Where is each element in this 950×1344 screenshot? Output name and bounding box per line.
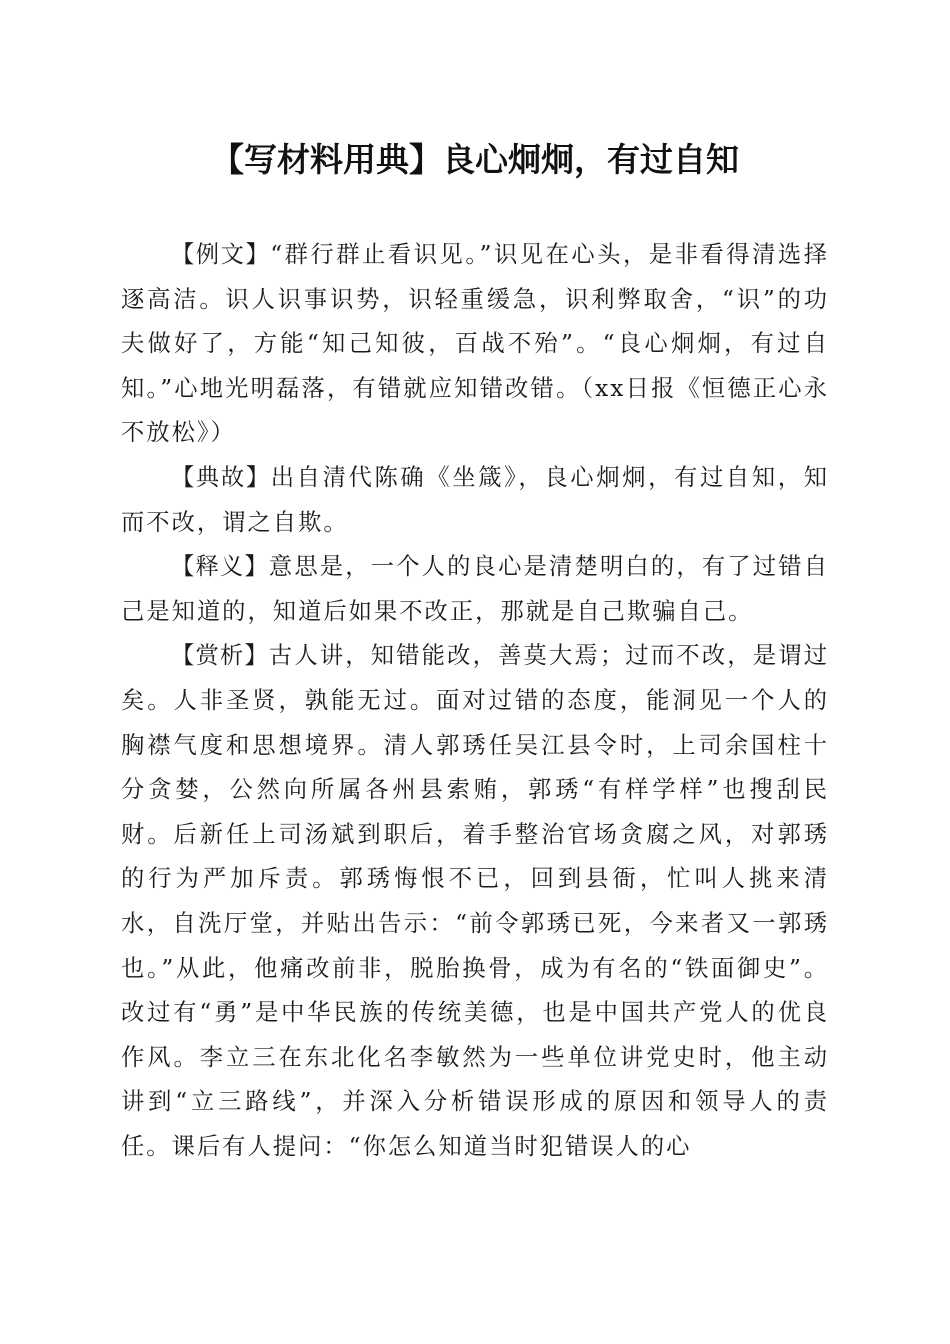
paragraph-tag: 【赏析】 bbox=[171, 642, 269, 670]
paragraph-text: “群行群止看识见。”识见在心头，是非看得清选择逐高洁。识人识事识势，识轻重缓急，识利弊取舍，“识”的功夫做好了，方能“知己知彼，百战不殆”。“良心炯炯，有过自知。”心地光明磊落，有错就应知错改错。（xx日报《恒德正心永不放松》） bbox=[121, 241, 829, 447]
paragraph-allusion bbox=[121, 456, 829, 545]
document-title: 【写材料用典】良心炯炯，有过自知 bbox=[211, 140, 739, 179]
paragraph-tag: 【例文】 bbox=[171, 241, 271, 268]
paragraph-text: 古人讲，知错能改，善莫大焉；过而不改，是谓过矣。人非圣贤，孰能无过。面对过错的态度，能洞见一个人的胸襟气度和思想境界。清人郭琇任吴江县令时，上司余国柱十分贪婪，公然向所属各州县索贿，郭琇“有样学样”也搜刮民财。后新任上司汤斌到职后，着手整治官场贪腐之风，对郭琇的行为严加斥责。郭琇悔恨不已，回到县衙，忙叫人挑来清水，自洗厅堂，并贴出告示：“前令郭琇已死，今来者又一郭琇也。”从此，他痛改前非，脱胎换骨，成为有名的“铁面御史”。改过有“勇”是中华民族的传统美德，也是中国共产党人的优良作风。李立三在东北化名李敏然为一些单位讲党史时，他主动讲到“立三路线”，并深入分析错误形成的原因和领导人的责任。课后有人提问：“你怎么知道当时犯错误人的心 bbox=[121, 642, 830, 1160]
paragraph-tag: 【释义】 bbox=[171, 553, 269, 581]
paragraph-appreciation bbox=[121, 634, 829, 1169]
paragraph-example bbox=[121, 233, 829, 456]
document-body bbox=[121, 233, 829, 1169]
paragraph-tag: 【典故】 bbox=[171, 463, 271, 491]
paragraph-text: 意思是，一个人的良心是清楚明白的，有了过错自己是知道的，知道后如果不改正，那就是自己欺骗自己。 bbox=[121, 553, 830, 625]
paragraph-text: 出自清代陈确《坐箴》，良心炯炯，有过自知，知而不改，谓之自欺。 bbox=[121, 463, 830, 536]
paragraph-meaning bbox=[121, 545, 829, 634]
